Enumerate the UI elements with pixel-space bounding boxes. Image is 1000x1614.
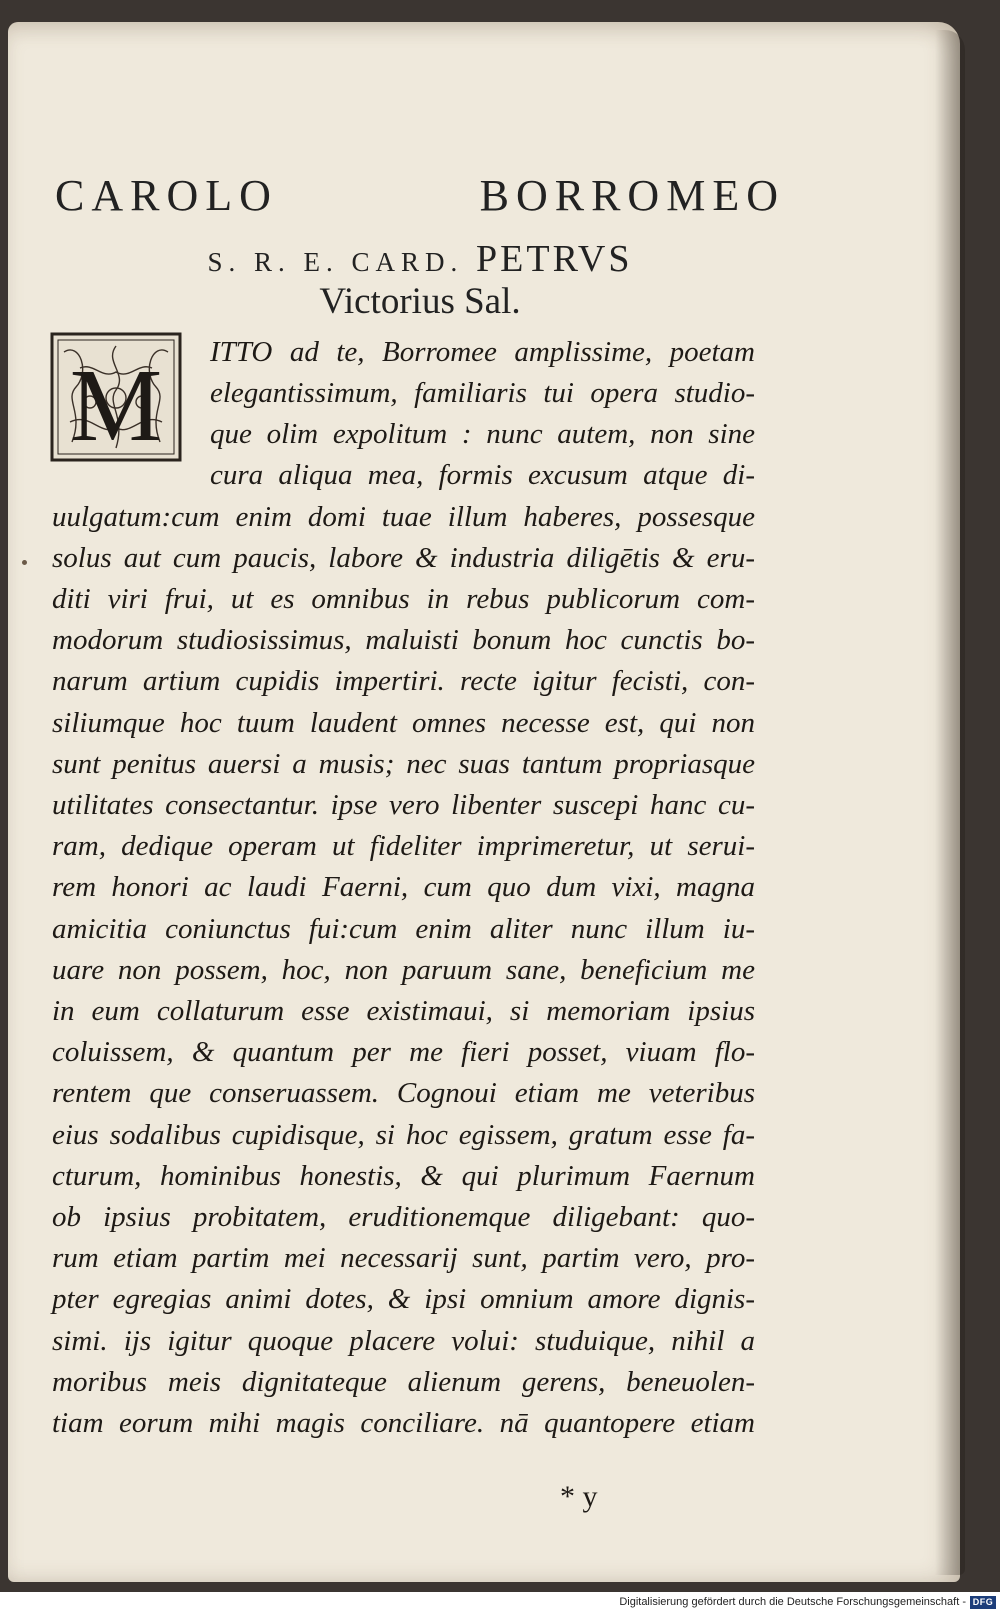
heading-line-2-small: S. R. E. CARD. — [207, 247, 477, 277]
decorated-initial — [50, 332, 182, 462]
margin-mark — [22, 560, 27, 565]
text-line: siliumque hoc tuum laudent omnes necesse est, qui non — [52, 706, 755, 739]
text-line: ram, dedique operam ut fideliter imprimeretur, ut serui- — [52, 830, 755, 863]
footer-credit: Digitalisierung gefördert durch die Deutsche Forschungsgemeinschaft - — [619, 1596, 966, 1608]
text-line: elegantissimum, familiaris tui opera studio- — [210, 377, 755, 409]
initial-letter: M — [69, 348, 163, 462]
text-line-first: ITTO ad te, Borromee amplissime, poetam — [210, 336, 755, 368]
text-line: rem honori ac laudi Faerni, cum quo dum vixi, magna — [52, 871, 755, 904]
text-line: modorum studiosissimus, maluisti bonum hoc cunctis bo- — [52, 624, 755, 657]
text-line: rum etiam partim mei necessarij sunt, partim vero, pro- — [52, 1242, 755, 1275]
text-line: pter egregias animi dotes, & ipsi omnium amore dignis- — [52, 1283, 755, 1316]
text-line: que olim expolitum : nunc autem, non sine — [210, 418, 755, 451]
dfg-logo: DFG — [970, 1596, 996, 1609]
page-edge-shadow — [935, 30, 965, 1575]
text-line: coluissem, & quantum per me fieri posset, viuam flo- — [52, 1036, 755, 1069]
text-line: solus aut cum paucis, labore & industria diligētis & eru- — [52, 541, 755, 574]
text-line: moribus meis dignitateque alienum gerens, beneuolen- — [52, 1365, 755, 1398]
text-line: sunt penitus auersi a musis; nec suas tantum propriasque — [52, 747, 755, 780]
text-line: in eum collaturum esse existimaui, si memoriam ipsius — [52, 995, 755, 1027]
text-line: narum artium cupidis impertiri. recte igitur fecisti, con- — [52, 665, 755, 698]
text-line: cturum, hominibus honestis, & qui plurimum Faernum — [52, 1159, 755, 1192]
text-line: diti viri frui, ut es omnibus in rebus publicorum com- — [52, 583, 755, 615]
heading-line-3: Victorius Sal. — [319, 281, 521, 322]
text-line: simi. ijs igitur quoque placere volui: studuique, nihil a — [52, 1324, 755, 1357]
text-line: amicitia coniunctus fui:cum enim aliter nunc illum iu- — [52, 912, 755, 945]
heading-line-2 — [170, 237, 670, 281]
text-line: eius sodalibus cupidisque, si hoc egissem, gratum esse fa- — [52, 1118, 755, 1151]
heading-line-2-name: PETRVS — [476, 238, 633, 280]
text-line: cura aliqua mea, formis excusum atque di- — [210, 459, 755, 492]
signature-mark: * y — [560, 1480, 598, 1513]
text-line: uulgatum:cum enim domi tuae illum haberes, possesque — [52, 500, 755, 533]
text-line: ob ipsius probitatem, eruditionemque diligebant: quo- — [52, 1201, 755, 1233]
heading-line-1: CAROLO BORROMEO — [55, 171, 785, 220]
text-line: tiam eorum mihi magis conciliare. nā quantopere etiam — [52, 1407, 755, 1439]
text-line: uare non possem, hoc, non paruum sane, beneficium me — [52, 953, 755, 986]
text-line: rentem que conseruassem. Cognoui etiam me veteribus — [52, 1077, 755, 1110]
text-line: utilitates consectantur. ipse vero libenter suscepi hanc cu- — [52, 789, 755, 821]
